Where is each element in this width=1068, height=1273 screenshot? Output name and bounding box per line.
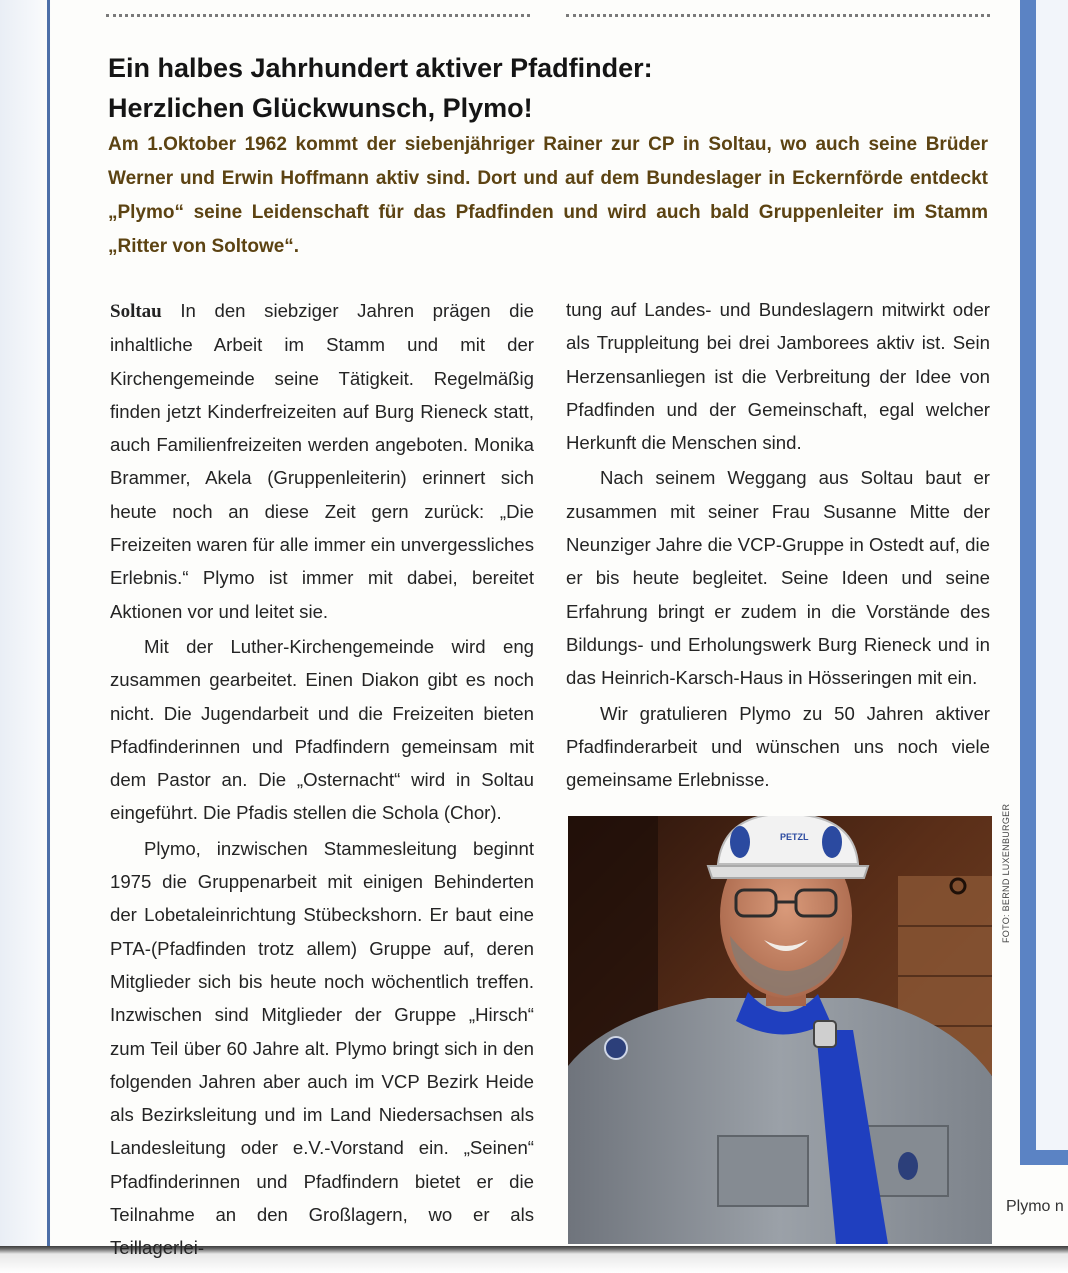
woggle-icon [814,1021,836,1047]
paragraph-5: Nach seinem Weggang aus Soltau baut er zusammen mit seiner Frau Susanne Mitte der Neunziger Jahre die VCP-Gruppe in Ostedt auf, die er bis heute begleitet. Seine Ideen und seine Erfahrung bringt er zudem in die Vorstände des Bildungs- und Erholungswerk Burg Rieneck und in das Heinrich-Karsch-Haus in Hösseringen mit ein. [566,467,990,689]
photo-credit-text: FOTO: BERND LUXENBURGER [1001,803,1011,943]
headline-line-1: Ein halbes Jahrhundert aktiver Pfadfinder: [108,53,653,83]
pocket-badge-icon [898,1152,918,1180]
portrait-illustration [568,816,992,1244]
body-column-left [110,294,534,1267]
paragraph-1-text: In den siebziger Jahren prägen die inhaltliche Arbeit im Stamm und mit der Kirchengemeinde seine Tätigkeit. Regelmäßig finden jetzt Kinderfreizeiten auf Burg Rieneck statt, auch Familienfreizeiten werden angeboten. Monika Brammer, Akela (Gruppenleiterin) erinnert sich heute noch an diese Zeit gern zurück: „Die Freizeiten waren für alle immer ein unvergessliches Erlebnis.“ Plymo ist immer mit dabei, bereitet Aktionen vor und leitet sie. [110,300,534,622]
helmet-vent-right [822,826,842,858]
shirt-pocket-left [718,1136,808,1206]
dateline: Soltau [110,301,162,322]
article-headline [108,48,1008,128]
helmet-vent-left [730,826,750,858]
dotted-rule-right [566,14,990,18]
gutter-line [47,0,50,1255]
uniform-shirt [568,998,992,1244]
page-gutter [0,0,52,1273]
body-column-right [566,293,990,798]
paragraph-3: Plymo, inzwischen Stammesleitung beginnt 1975 die Gruppenarbeit mit einigen Behinderten der Lobetaleinrichtung Stübeckshorn. Er baut eine PTA-(Pfadfinden trotz allem) Gruppe auf, deren Mitglieder sich bis heute noch wöchentlich treffen. Inzwischen sind Mitglieder der Gruppe „Hirsch“ zum Teil über 60 Jahre alt. Plymo bringt sich in den folgenden Jahren aber auch im VCP Bezirk Heide als Bezirksleitung und im Land Niedersachsen als Landesleitung oder e.V.-Vorstand ein. „Seinen“ Pfadfinderinnen und Pfadfindern bietet er die Teilnahme an den Großlagern, wo er als Teillagerlei- [110,837,534,1259]
photo-caption: Plymo n [1006,1198,1064,1215]
paragraph-2: Mit der Luther-Kirchengemeinde wird eng zusammen gearbeitet. Einen Diakon gibt es noch nicht. Die Jugendarbeit und die Freizeiten bieten Pfadfinderinnen und Pfadfindern gemeinsam mit dem Pastor an. Die „Osternacht“ wird in Soltau eingeführt. Die Pfadis stellen die Schola (Chor). [110,635,534,824]
headline-line-2: Herzlichen Glückwunsch, Plymo! [108,93,533,123]
article-deck: Am 1.Oktober 1962 kommt der siebenjähriger Rainer zur CP in Soltau, wo auch seine Brüder Werner und Erwin Hoffmann aktiv sind. Dort und auf dem Bundeslager in Eckernförde entdeckt „Plymo“ seine Leidenschaft für das Pfadfinden und wird auch bald Gruppenleiter im Stamm „Ritter von Soltowe“. [108,134,988,257]
paragraph-1 [110,294,534,628]
paragraph-4: tung auf Landes- und Bundeslagern mitwirkt oder als Truppleitung bei drei Jamborees aktiv ist. Sein Herzensanliegen ist die Verbreitung der Idee von Pfadfinden und der Gemeinschaft, egal welcher Herkunft die Menschen sind. [566,299,990,454]
badge-icon [605,1037,627,1059]
portrait-photo [568,816,992,1244]
dotted-rule-left [106,14,530,18]
photo-credit [998,803,1014,946]
adjacent-page-inner [1036,0,1068,1150]
paragraph-6: Wir gratulieren Plymo zu 50 Jahren aktiver Pfadfinderarbeit und wünschen uns noch viele gemeinsame Erlebnisse. [566,702,990,791]
helmet-brand-label: PETZL [780,832,809,842]
